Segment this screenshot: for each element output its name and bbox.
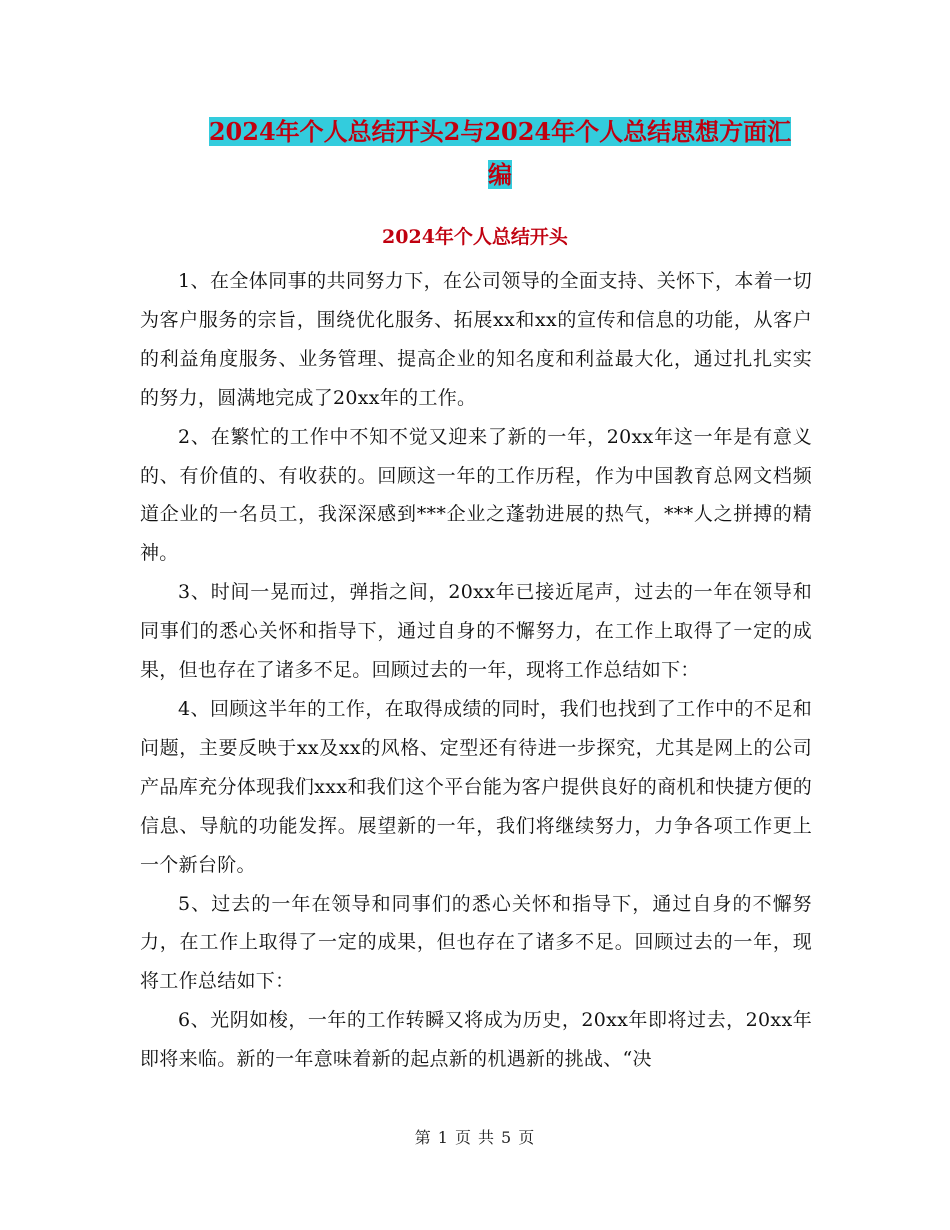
paragraph-3: 3、时间一晃而过，弹指之间，20xx年已接近尾声，过去的一年在领导和同事们的悉心关怀和指导下，通过自身的不懈努力，在工作上取得了一定的成果，但也存在了诸多不足。回顾过去的一年，现将工作总结如下： (140, 581, 812, 682)
paragraph-5: 5、过去的一年在领导和同事们的悉心关怀和指导下，通过自身的不懈努力，在工作上取得了一定的成果，但也存在了诸多不足。回顾过去的一年，现将工作总结如下： (140, 892, 812, 993)
document-body (140, 262, 812, 1079)
document-title (140, 110, 860, 196)
footer-current-page: 1 (437, 1128, 449, 1147)
paragraph-4: 4、回顾这半年的工作，在取得成绩的同时，我们也找到了工作中的不足和问题，主要反映于xx及xx的风格、定型还有待进一步探究，尤其是网上的公司产品库充分体现我们xxx和我们这个平台能为客户提供良好的商机和快捷方便的信息、导航的功能发挥。展望新的一年，我们将继续努力，力争各项工作更上一个新台阶。 (140, 697, 812, 876)
paragraph-2: 2、在繁忙的工作中不知不觉又迎来了新的一年，20xx年这一年是有意义的、有价值的、有收获的。回顾这一年的工作历程，作为中国教育总网文档频道企业的一名员工，我深深感到***企业之蓬勃进展的热气，***人之拼搏的精神。 (140, 425, 812, 565)
footer-label-ye: 页 (454, 1128, 472, 1147)
document-title-line2: 编 (488, 160, 512, 189)
footer-label-di: 第 (414, 1128, 432, 1147)
footer-label-ye2: 页 (518, 1128, 536, 1147)
paragraph-1: 1、在全体同事的共同努力下，在公司领导的全面支持、关怀下，本着一切为客户服务的宗旨，围绕优化服务、拓展xx和xx的宣传和信息的功能，从客户的利益角度服务、业务管理、提高企业的知名度和利益最大化，通过扎扎实实的努力，圆满地完成了20xx年的工作。 (140, 270, 812, 409)
footer-label-gong: 共 (478, 1128, 496, 1147)
paragraph-6: 6、光阴如梭，一年的工作转瞬又将成为历史，20xx年即将过去，20xx年即将来临。新的一年意味着新的起点新的机遇新的挑战、“决 (140, 1009, 812, 1071)
document-title-line1: 2024年个人总结开头2与2024年个人总结思想方面汇 (208, 117, 792, 146)
page-footer (0, 1127, 950, 1149)
footer-total-pages: 5 (501, 1128, 513, 1147)
section-heading: 2024年个人总结开头 (382, 226, 568, 248)
